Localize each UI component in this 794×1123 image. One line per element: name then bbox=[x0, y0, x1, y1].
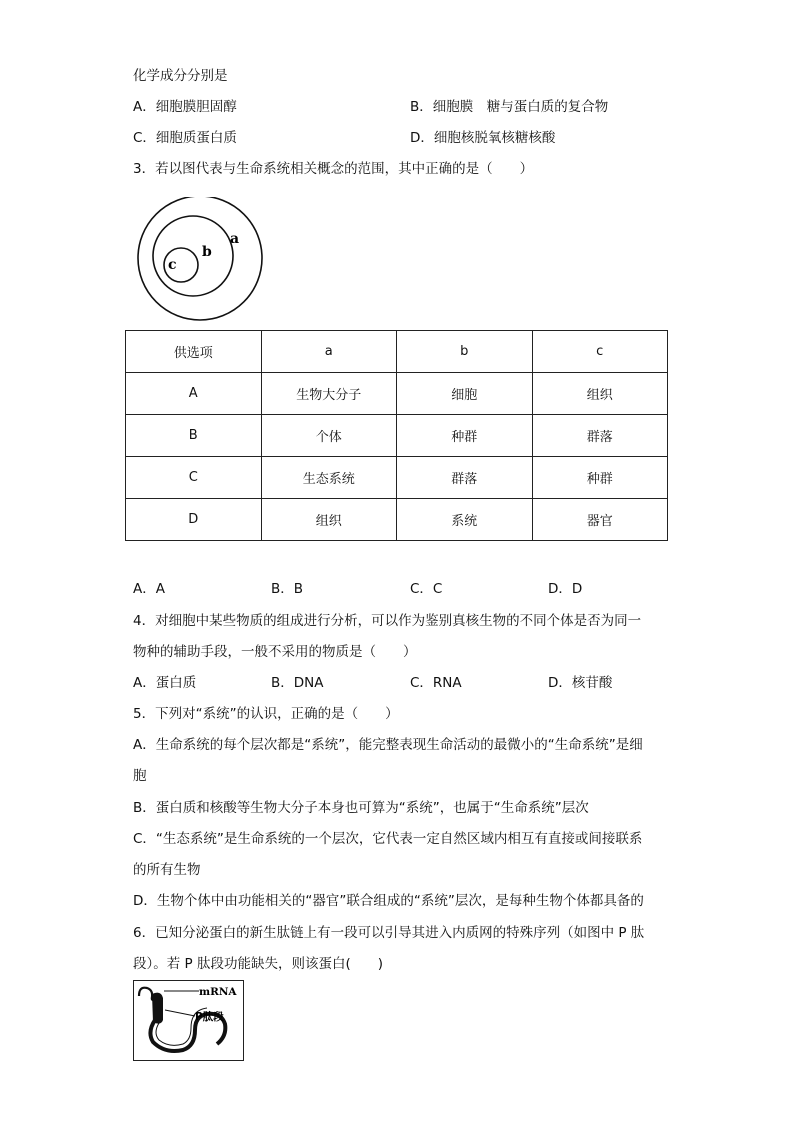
table-row bbox=[126, 499, 668, 541]
table-cell: 器官 bbox=[532, 499, 668, 541]
q5-line: C．“生态系统”是生命系统的一个层次，它代表一定自然区域内相互有直接或间接联系 bbox=[133, 831, 643, 847]
q2-stem-tail: 化学成分分别是 bbox=[133, 68, 228, 84]
table-cell: 种群 bbox=[532, 457, 668, 499]
q6-stem-line-2: 段）。若 P 肽段功能缺失，则该蛋白( ) bbox=[133, 956, 384, 972]
circle-b bbox=[153, 216, 233, 296]
table-header-cell: b bbox=[397, 331, 533, 373]
label-c: c bbox=[168, 257, 177, 273]
q4-option-a: A．蛋白质 bbox=[133, 675, 197, 691]
label-a: a bbox=[230, 231, 240, 247]
table-header-cell: a bbox=[261, 331, 397, 373]
q4-option-d: D．核苷酸 bbox=[548, 675, 613, 691]
q2-option-b: B．细胞膜 糖与蛋白质的复合物 bbox=[410, 99, 609, 115]
label-mrna: mRNA bbox=[199, 986, 237, 998]
q5-line: 胞 bbox=[133, 768, 147, 784]
ribosome-icon bbox=[152, 993, 163, 1024]
q2-option-c: C．细胞质蛋白质 bbox=[133, 130, 237, 146]
table-cell: 组织 bbox=[261, 499, 397, 541]
q5-line: D．生物个体中由功能相关的“器官”联合组成的“系统”层次，是每种生物个体都具备的 bbox=[133, 893, 644, 909]
table-cell: C bbox=[126, 457, 262, 499]
table-cell: 群落 bbox=[397, 457, 533, 499]
table-header-cell: c bbox=[532, 331, 668, 373]
table-header-cell: 供选项 bbox=[126, 331, 262, 373]
q5-line: B．蛋白质和核酸等生物大分子本身也可算为“系统”，也属于“生命系统”层次 bbox=[133, 800, 589, 816]
table-cell: 系统 bbox=[397, 499, 533, 541]
q4-option-c: C．RNA bbox=[410, 675, 462, 691]
q5-line: A．生命系统的每个层次都是“系统”，能完整表现生命活动的最微小的“生命系统”是细 bbox=[133, 737, 643, 753]
ribosome-figure bbox=[133, 980, 244, 1061]
table-cell: 细胞 bbox=[397, 373, 533, 415]
table-cell: D bbox=[126, 499, 262, 541]
table-row bbox=[126, 457, 668, 499]
q4-option-b: B．DNA bbox=[271, 675, 324, 691]
q3-stem: 3．若以图代表与生命系统相关概念的范围，其中正确的是（ ） bbox=[133, 161, 534, 177]
q3-option-a: A．A bbox=[133, 581, 165, 597]
q3-option-d: D．D bbox=[548, 581, 583, 597]
circle-a bbox=[138, 197, 262, 320]
nested-circles-figure bbox=[137, 197, 267, 322]
q3-option-b: B．B bbox=[271, 581, 304, 597]
table-cell: A bbox=[126, 373, 262, 415]
table-cell: 群落 bbox=[532, 415, 668, 457]
q4-stem-line-1: 4．对细胞中某些物质的组成进行分析，可以作为鉴别真核生物的不同个体是否为同一 bbox=[133, 613, 642, 629]
label-b: b bbox=[202, 244, 212, 260]
q3-option-c: C．C bbox=[410, 581, 443, 597]
q2-option-d: D．细胞核脱氧核糖核酸 bbox=[410, 130, 556, 146]
table-cell: 个体 bbox=[261, 415, 397, 457]
table-header-row bbox=[126, 331, 668, 373]
table-cell: 生物大分子 bbox=[261, 373, 397, 415]
q5-stem: 5．下列对“系统”的认识，正确的是（ ） bbox=[133, 706, 399, 722]
q3-options-table bbox=[125, 330, 668, 541]
table-row bbox=[126, 373, 668, 415]
label-p-peptide: P肽段 bbox=[195, 1011, 224, 1023]
table-cell: 生态系统 bbox=[261, 457, 397, 499]
table-row bbox=[126, 415, 668, 457]
table-cell: 组织 bbox=[532, 373, 668, 415]
q6-stem-line-1: 6．已知分泌蛋白的新生肽链上有一段可以引导其进入内质网的特殊序列（如图中 P 肽 bbox=[133, 925, 645, 941]
table-cell: B bbox=[126, 415, 262, 457]
q2-option-a: A．细胞膜胆固醇 bbox=[133, 99, 237, 115]
q4-stem-line-2: 物种的辅助手段，一般不采用的物质是（ ） bbox=[133, 644, 417, 660]
q5-line: 的所有生物 bbox=[133, 862, 201, 878]
table-cell: 种群 bbox=[397, 415, 533, 457]
